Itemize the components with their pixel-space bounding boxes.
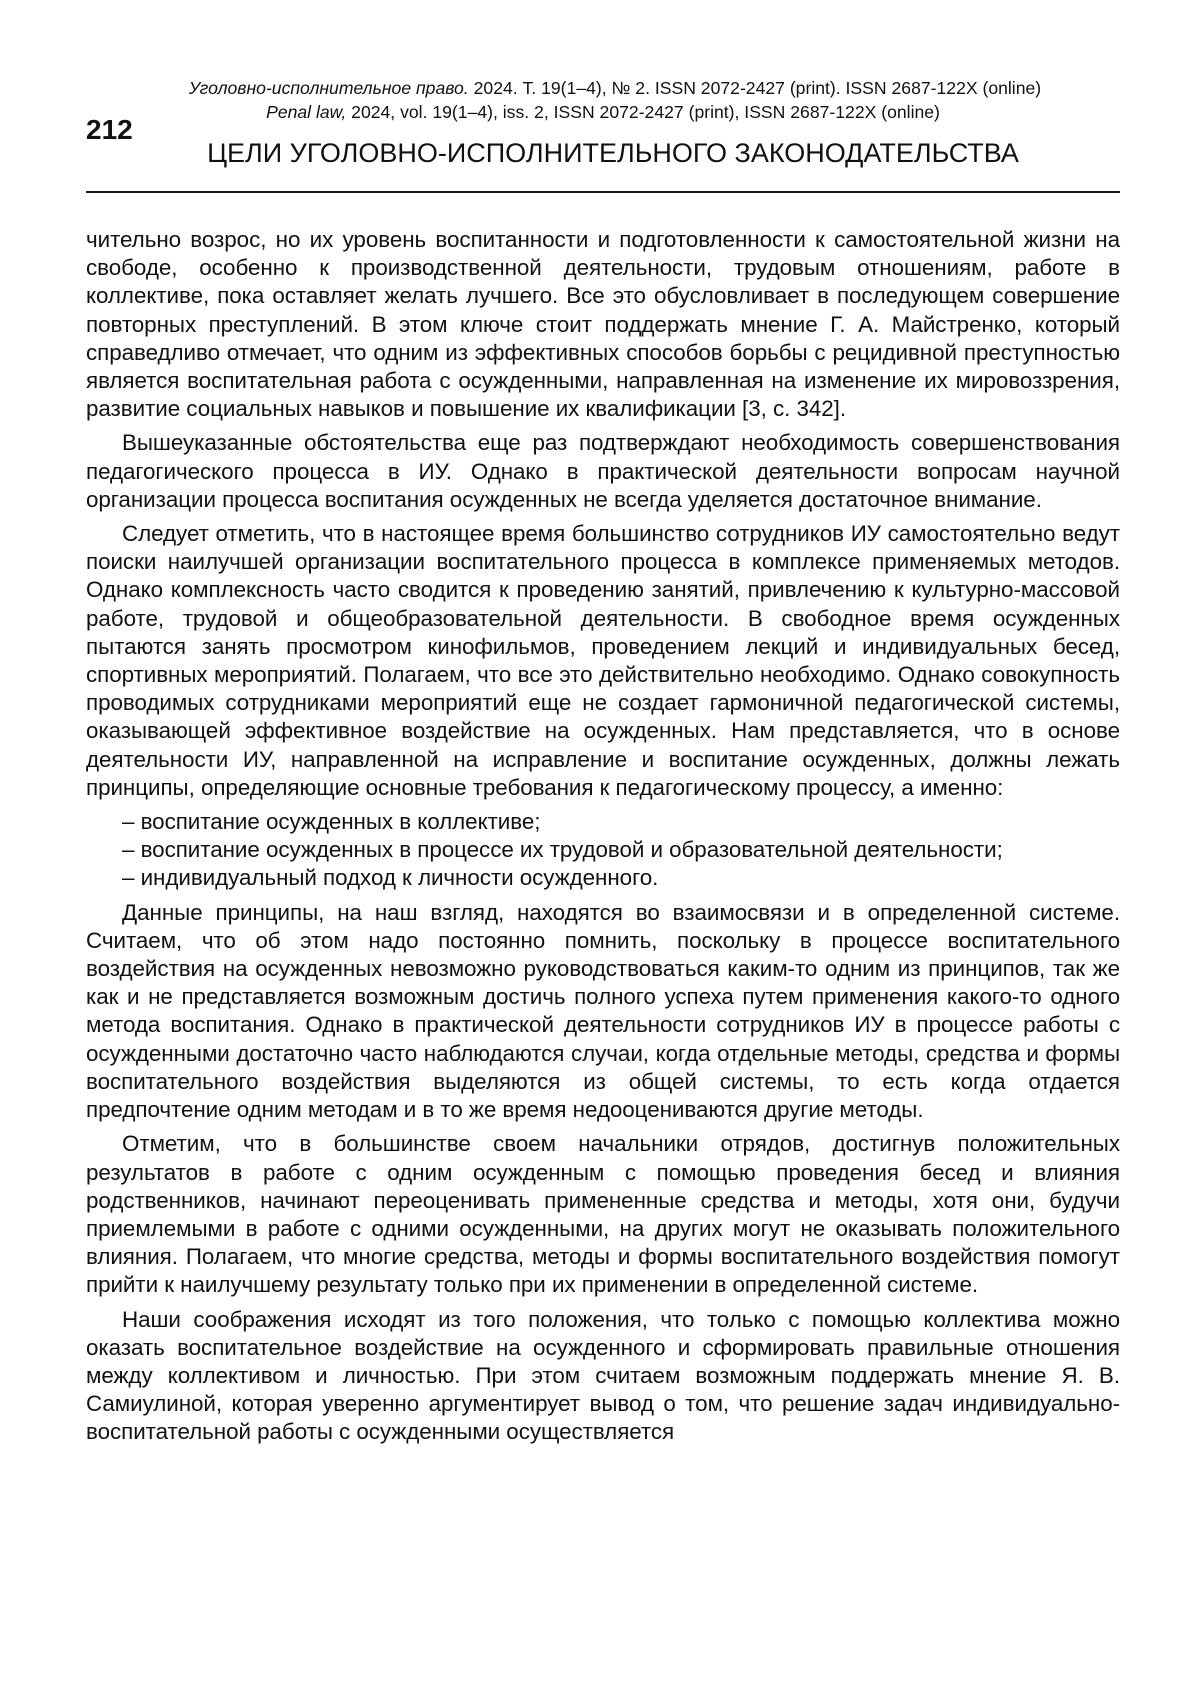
article-body [86,226,1120,1453]
paragraph: Данные принципы, на наш взгляд, находятся во взаимосвязи и в определенной си­стеме. Считаем, что об этом надо постоянно помнить, поскольку в процессе воспита­тельного воздействия на осужденных невозможно руководствоваться каким-то одним из принципов, так же как и не представляется возможным достичь полного успеха путем применения какого-то одного метода воспитания. Однако в практической деятельности сотрудников ИУ в процессе работы с осужденными достаточно часто наблюдаются слу­чаи, когда отдельные методы, средства и формы воспитательного воздействия выде­ляются из общей системы, то есть когда отдается предпочтение одним методам и в то же время недооцениваются другие методы. [86,899,1120,1125]
paragraph: Вышеуказанные обстоятельства еще раз подтверждают необходимость совершен­ствования педагогического процесса в ИУ. Однако в практической деятельности во­просам научной организации процесса воспитания осужденных не всегда уделяется достаточное внимание. [86,429,1120,514]
journal-page [0,0,1200,1694]
journal-details-en: 2024, vol. 19(1–4), iss. 2, ISSN 2072-2427 (print), ISSN 2687-122X (online) [346,102,940,122]
list-item: – воспитание осужденных в процессе их трудовой и образовательной деятельности; [122,836,1120,864]
journal-details-ru: 2024. Т. 19(1–4), № 2. ISSN 2072-2427 (print). ISSN 2687-122X (online) [469,78,1041,98]
journal-citation-en [86,100,1120,124]
journal-title-ru: Уголовно-исполнительное право. [189,78,469,98]
section-title: ЦЕЛИ УГОЛОВНО-ИСПОЛНИТЕЛЬНОГО ЗАКОНОДАТЕЛЬСТВА [86,136,1120,170]
paragraph-continuation: чительно возрос, но их уровень воспитанности и подготовленности к самостоятельной жизни на свободе, особенно к производственной деятельности, трудовым отношениям, работе в коллективе, пока оставляет желать лучшего. Все это обусловливает в после­дующем совершение повторных преступлений. В этом ключе стоит поддержать мнение Г. А. Майстренко, который справедливо отмечает, что одним из эффективных способов борьбы с рецидивной преступностью является воспитательная работа с осужденными, направленная на изменение их мировоззрения, развитие социальных навыков и повы­шение их квалификации [3, с. 342]. [86,226,1120,423]
journal-citation-ru [86,76,1120,100]
principles-list [86,808,1120,893]
paragraph: Наши соображения исходят из того положения, что только с помощью коллектива можно оказать воспитательное воздействие на осужденного и сформировать правиль­ные отношения между коллективом и личностью. При этом считаем возможным под­держать мнение Я. В. Самиулиной, которая уверенно аргументирует вывод о том, что решение задач индивидуально-воспитательной работы с осужденными осуществляется [86,1306,1120,1447]
list-item: – воспитание осужденных в коллективе; [122,808,1120,836]
list-item: – индивидуальный подход к личности осужденного. [122,864,1120,892]
paragraph: Следует отметить, что в настоящее время большинство сотрудников ИУ самостоя­тельно ведут поиски наилучшей организации воспитательного процесса в комплексе применяемых методов. Однако комплексность часто сводится к проведению занятий, привлечению к культурно-массовой работе, трудовой и общеобразовательной деятель­ности. В свободное время осужденных пытаются занять просмотром кинофильмов, проведением лекций и индивидуальных бесед, спортивных мероприятий. Полагаем, что все это действительно необходимо. Однако совокупность проводимых сотрудника­ми мероприятий еще не создает гармоничной педагогической системы, оказывающей эффективное воздействие на осужденных. Нам представляется, что в основе деятель­ности ИУ, направленной на исправление и воспитание осужденных, должны лежать принципы, определяющие основные требования к педагогическому процессу, а именно: [86,520,1120,802]
journal-title-en: Penal law, [266,102,346,122]
header-divider [86,191,1120,193]
paragraph: Отметим, что в большинстве своем начальники отрядов, достигнув положительных результатов в работе с одним осужденным с помощью проведения бесед и влияния родственников, начинают переоценивать примененные средства и методы, хотя они, будучи приемлемыми в работе с одними осужденными, на других могут не оказывать положительного влияния. Полагаем, что многие средства, методы и формы воспита­тельного воздействия помогут прийти к наилучшему результату только при их приме­нении в определенной системе. [86,1130,1120,1299]
page-number: 212 [86,116,133,144]
running-head [86,76,1120,170]
